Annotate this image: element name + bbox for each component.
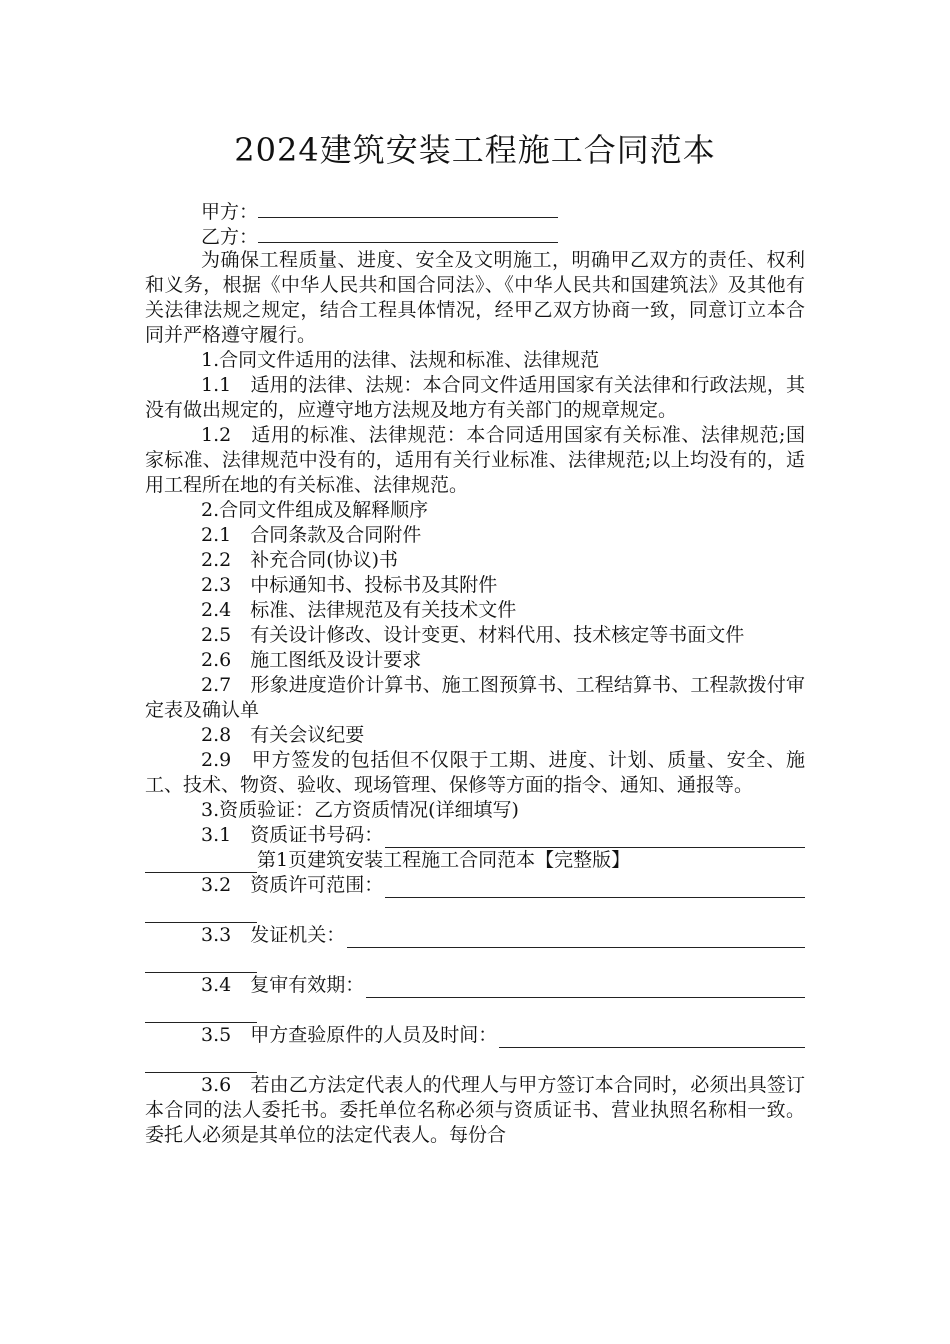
section-2-1: 2.1 合同条款及合同附件 (201, 524, 422, 546)
section-3-4-label: 3.4 复审有效期： (201, 974, 365, 996)
inspector-time-blank[interactable] (499, 1027, 805, 1048)
party-b-label: 乙方： (201, 226, 259, 248)
cert-number-blank-continued[interactable] (145, 852, 257, 873)
page-footer-row (145, 848, 805, 873)
issuing-authority-blank-continued[interactable] (145, 948, 257, 973)
section-3-2-row (145, 873, 805, 898)
section-3-6: 3.6 若由乙方法定代表人的代理人与甲方签订本合同时，必须出具签订本合同的法人委托书。委托单位名称必须与资质证书、营业执照名称相一致。委托人必须是其单位的法定代表人。每份合 (145, 1074, 805, 1146)
section-1-1: 1.1 适用的法律、法规：本合同文件适用国家有关法律和行政法规，其没有做出规定的，应遵守地方法规及地方有关部门的规章规定。 (145, 374, 805, 421)
section-2-8: 2.8 有关会议纪要 (201, 724, 365, 746)
review-validity-blank-continued[interactable] (145, 998, 257, 1023)
license-scope-blank-continued[interactable] (145, 898, 257, 923)
issuing-authority-blank[interactable] (347, 927, 805, 948)
party-a-blank[interactable] (258, 198, 558, 218)
section-3-heading: 3.资质验证：乙方资质情况(详细填写) (201, 799, 519, 821)
section-2-9: 2.9 甲方签发的包括但不仅限于工期、进度、计划、质量、安全、施工、技术、物资、验收、现场管理、保修等方面的指令、通知、通报等。 (145, 749, 805, 796)
section-1-2: 1.2 适用的标准、法律规范：本合同适用国家有关标准、法律规范;国家标准、法律规范中没有的，适用有关行业标准、法律规范;以上均没有的，适用工程所在地的有关标准、法律规范。 (145, 424, 805, 496)
section-2-6: 2.6 施工图纸及设计要求 (201, 649, 422, 671)
license-scope-blank[interactable] (385, 877, 805, 898)
document-title: 2024建筑安装工程施工合同范本 (234, 131, 716, 169)
section-2-3: 2.3 中标通知书、投标书及其附件 (201, 574, 498, 596)
section-3-1-label: 3.1 资质证书号码： (201, 824, 384, 846)
section-2-2: 2.2 补充合同(协议)书 (201, 549, 399, 571)
party-b-line (145, 223, 805, 248)
party-a-label: 甲方： (201, 201, 259, 223)
section-2-heading: 2.合同文件组成及解释顺序 (201, 499, 429, 521)
page-footer: 第1页建筑安装工程施工合同范本【完整版】 (257, 849, 631, 871)
section-2-7: 2.7 形象进度造价计算书、施工图预算书、工程结算书、工程款拨付审定表及确认单 (145, 674, 805, 721)
party-b-blank[interactable] (258, 223, 558, 243)
section-2-4: 2.4 标准、法律规范及有关技术文件 (201, 599, 517, 621)
section-3-5-label: 3.5 甲方查验原件的人员及时间： (201, 1024, 498, 1046)
section-1-heading: 1.合同文件适用的法律、法规和标准、法律规范 (201, 349, 600, 371)
section-3-4-row (145, 973, 805, 998)
section-3-2-label: 3.2 资质许可范围： (201, 874, 384, 896)
section-3-5-row (145, 1023, 805, 1048)
section-3-3-row (145, 923, 805, 948)
section-2-5: 2.5 有关设计修改、设计变更、材料代用、技术核定等书面文件 (201, 624, 745, 646)
section-3-1-row (145, 823, 805, 848)
section-3-3-label: 3.3 发证机关： (201, 924, 346, 946)
cert-number-blank[interactable] (385, 827, 805, 848)
party-a-line (145, 198, 805, 223)
inspector-time-blank-continued[interactable] (145, 1048, 257, 1073)
review-validity-blank[interactable] (366, 977, 805, 998)
intro-paragraph: 为确保工程质量、进度、安全及文明施工，明确甲乙双方的责任、权利和义务，根据《中华人民共和国合同法》、《中华人民共和国建筑法》及其他有关法律法规之规定，结合工程具体情况，经甲乙双方协商一致，同意订立本合同并严格遵守履行。 (145, 249, 805, 346)
document-body (145, 198, 805, 1148)
